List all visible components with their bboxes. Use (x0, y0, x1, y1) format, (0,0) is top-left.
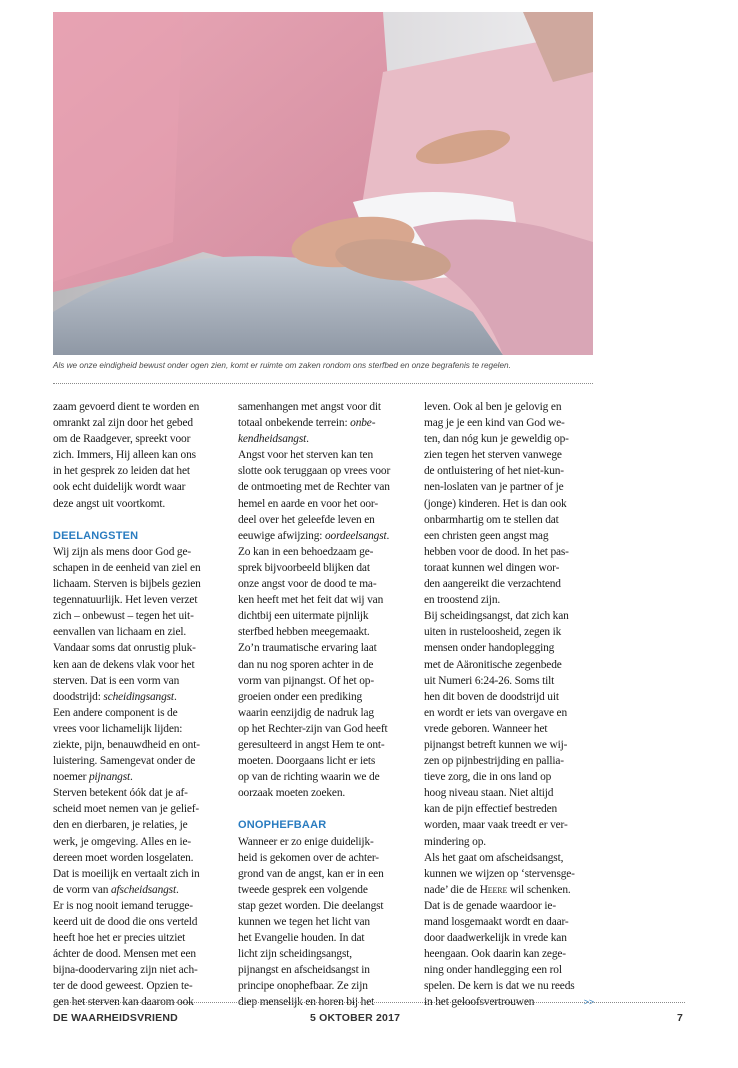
text-line (424, 399, 596, 415)
text-line (238, 560, 410, 576)
text-run: ter de dood geweest. Opzien te- (53, 980, 193, 993)
text-run: lichaam. Sterven is bijbels gezien (53, 578, 201, 591)
text-line (238, 399, 410, 415)
text-line (53, 592, 225, 608)
text-line (53, 850, 225, 866)
text-run: zich. Immers, Hij alleen kan ons (53, 449, 196, 462)
text-run: . (306, 433, 309, 446)
text-line (424, 705, 596, 721)
text-run: uiten in rusteloosheid, zegen ik (424, 626, 562, 639)
text-line (238, 592, 410, 608)
italic-term: kendheidsangst (238, 433, 307, 446)
text-run: . (130, 771, 133, 784)
text-run: ziekte, pijn, benauwdheid en ont- (53, 738, 200, 751)
text-run: principe onophefbaar. Ze zijn (238, 980, 368, 993)
italic-term: afscheidsangst (110, 883, 176, 896)
italic-term: oordeelsangst (324, 529, 387, 542)
text-line (238, 898, 410, 914)
text-line (238, 608, 410, 624)
text-run: vrees voor lichamelijk lijden: (53, 722, 183, 735)
text-line (238, 946, 410, 962)
text-run: op van de richting waarin we de (238, 771, 380, 784)
text-run: zaam gevoerd dient te worden en (53, 401, 200, 413)
text-line (53, 544, 225, 560)
text-run: slotte ook teruggaan op vrees voor (238, 465, 391, 478)
text-line (53, 657, 225, 673)
text-run: waarin eenzijdig de nadruk lag (238, 706, 374, 719)
text-run: het Evangelie houden. In dat (238, 932, 365, 945)
text-run: deze angst uit voortkomt. (53, 497, 166, 510)
text-run: ten, dan nóg kun je geweldig op- (424, 433, 569, 446)
text-line (53, 785, 225, 801)
text-line (424, 721, 596, 737)
text-line (424, 882, 596, 898)
text-run: en wordt er iets van overgave en (424, 706, 568, 719)
text-run: de ontmoeting met de Rechter van (238, 481, 390, 494)
text-line (424, 560, 596, 576)
text-run: kunnen we wijzen op ‘stervensge- (424, 867, 575, 880)
text-run: bijna-doodervaring zijn niet ach- (53, 964, 198, 977)
text-run: worden, maar vaak treedt er ver- (424, 819, 568, 832)
text-line (53, 415, 225, 431)
text-run: leven. Ook al ben je gelovig en (424, 401, 562, 413)
text-line (238, 576, 410, 592)
italic-term: scheidingsangst (103, 690, 174, 703)
paragraph-gap (53, 512, 225, 528)
text-run: ook echt duidelijk wordt waar (53, 481, 186, 494)
text-run: samenhangen met angst voor dit (238, 401, 381, 413)
photo-caption: Als we onze eindigheid bewust onder ogen zien, komt er ruimte om zaken rondom ons sterfbed en onze begrafenis te regelen. (53, 361, 511, 370)
text-line (424, 463, 596, 479)
text-run: zen op pijnbestrijding en pallia- (424, 755, 564, 768)
text-line (53, 463, 225, 479)
text-line (53, 914, 225, 930)
text-line (238, 415, 410, 431)
text-run: mag je je een kind van God we- (424, 417, 565, 430)
article-column-3 (424, 399, 596, 1011)
text-run: Zo’n traumatische ervaring laat (238, 642, 377, 655)
text-line (53, 962, 225, 978)
text-line (238, 624, 410, 640)
text-line (238, 721, 410, 737)
text-run: grond van de angst, kan er in een (238, 867, 384, 880)
text-line (53, 721, 225, 737)
text-line (424, 898, 596, 914)
text-line (424, 737, 596, 753)
text-line (53, 753, 225, 769)
small-caps-term: Heere (479, 883, 508, 896)
italic-term: pijnangst (88, 771, 131, 784)
text-line (238, 769, 410, 785)
text-line (424, 608, 596, 624)
text-line (53, 447, 225, 463)
text-run: Er is nog nooit iemand teruggе- (53, 899, 193, 912)
text-line (238, 785, 410, 801)
text-run: ning onder handlegging een rol (424, 964, 562, 977)
text-line (424, 640, 596, 656)
text-run: de vorm van (53, 883, 111, 896)
text-run: nade’ die de (424, 883, 480, 896)
text-line (53, 673, 225, 689)
text-line (424, 785, 596, 801)
text-run: luistering. Samengevat onder de (53, 755, 196, 768)
text-run: tieve zorg, die in ons land op (424, 771, 552, 784)
section-heading: ONOPHEFBAAR (238, 819, 327, 832)
text-run: scheid moet nemen van je gelief- (53, 803, 200, 816)
footer-date: 5 OKTOBER 2017 (310, 1012, 401, 1024)
text-line (53, 769, 225, 785)
text-run: hoog niveau staan. Niet altijd (424, 787, 554, 800)
text-run: onze angst voor de dood te ma- (238, 578, 377, 591)
text-line (53, 946, 225, 962)
text-run: mensen onder handoplegging (424, 642, 555, 655)
text-run: onbarmhartig om te stellen dat (424, 513, 559, 526)
text-run: ken aan de dekens vlak voor het (53, 658, 195, 671)
text-line (424, 447, 596, 463)
text-run: vrede geboren. Wanneer het (424, 722, 548, 735)
text-run: áchter de dood. Mensen met een (53, 948, 196, 961)
text-run: noemer (53, 771, 89, 784)
text-run: Wanneer er zo enige duidelijk- (238, 835, 374, 848)
text-run: dereen moet worden losgelaten. (53, 851, 194, 864)
text-run: heengaan. Ook daarin kan zege- (424, 948, 566, 961)
text-run: hen dit boven de doodstrijd uit (424, 690, 559, 703)
text-run: Als het gaat om afscheidsangst, (424, 851, 564, 864)
text-run: doodstrijd: (53, 690, 104, 703)
text-line (424, 817, 596, 833)
text-run: omrankt zal zijn door het gebed (53, 417, 193, 430)
text-line (424, 753, 596, 769)
text-run: in het gesprek zo leiden dat het (53, 465, 190, 478)
text-run: stap gezet worden. Die deelangst (238, 899, 384, 912)
text-run: moeten. Doorgaans licht er iets (238, 755, 376, 768)
article-column-1 (53, 399, 225, 1011)
text-line (424, 866, 596, 882)
text-line (53, 496, 225, 512)
text-run: door daadwerkelijk in vrede kan (424, 932, 567, 945)
text-line (424, 657, 596, 673)
text-run: . (173, 690, 177, 703)
footer-divider (53, 1002, 685, 1003)
text-run: gen het sterven kan daarom ook (53, 996, 194, 1009)
italic-term: onbe- (350, 417, 376, 430)
article-column-2 (238, 399, 410, 1011)
text-run: heeft hoe het er precies uitziet (53, 932, 186, 945)
text-run: schapen in de eenheid van ziel en (53, 561, 201, 574)
caption-divider (53, 383, 593, 384)
text-run: Sterven betekent óók dat je af- (53, 787, 188, 800)
text-run: Vandaar soms dat onrustig pluk- (53, 642, 196, 655)
text-run: nen-loslaten van je partner of je (424, 481, 564, 494)
text-line (53, 882, 225, 898)
text-run: deel over het geleefde leven en (238, 513, 375, 526)
text-run: heid is gekomen over de achter- (238, 851, 379, 864)
text-line (53, 399, 225, 415)
text-run: oorzaak moeten zoeken. (238, 787, 346, 800)
text-line (238, 850, 410, 866)
text-line (424, 769, 596, 785)
text-run: de ontluistering of het niet-kun- (424, 465, 564, 478)
text-line (424, 946, 596, 962)
text-line (238, 673, 410, 689)
text-line (238, 431, 410, 447)
text-line (238, 463, 410, 479)
text-line (53, 576, 225, 592)
text-run: Zo kan in een behoedzaam ge- (238, 545, 374, 558)
text-run: om de Raadgever, spreekt voor (53, 433, 191, 446)
section-heading: DEELANGSTEN (53, 529, 139, 542)
text-line (53, 640, 225, 656)
text-run: wil schenken. (507, 883, 571, 896)
text-run: sterfbed hebben meegemaakt. (238, 626, 370, 639)
text-run: een christen geen angst mag (424, 529, 549, 542)
text-line (238, 479, 410, 495)
text-line (238, 978, 410, 994)
article-photo (53, 12, 593, 355)
text-line (53, 801, 225, 817)
text-line (238, 544, 410, 560)
footer-page-number: 7 (677, 1012, 684, 1024)
text-run: diep menselijk en horen bij het (238, 996, 375, 1009)
text-line (424, 576, 596, 592)
text-run: kan de pijn effectief bestreden (424, 803, 558, 816)
text-line (53, 560, 225, 576)
text-line (53, 898, 225, 914)
text-run: uit Numeri 6:24-26. Soms tilt (424, 674, 555, 687)
text-line (238, 528, 410, 544)
text-run: zich – onbewust – tegen het uit- (53, 610, 194, 623)
text-line (424, 689, 596, 705)
text-run: Dat is de genade waardoor ie- (424, 899, 556, 912)
text-run: mand losgemaakt wordt en daar- (424, 916, 569, 928)
text-run: (jonge) kinderen. Het is dan ook (424, 497, 567, 510)
text-line (424, 512, 596, 528)
text-run: tegennatuurlijk. Het leven verzet (53, 594, 198, 607)
text-run: en troostend zijn. (424, 594, 501, 607)
text-run: totaal onbekende terrein: (238, 417, 351, 430)
text-line (238, 737, 410, 753)
continue-arrow: >> (583, 997, 594, 1008)
text-run: ken heeft met het feit dat wij van (238, 594, 384, 607)
text-line (238, 914, 410, 930)
text-run: op het Rechter-zijn van God heeft (238, 722, 388, 735)
text-run: vorm van pijnangst. Of het op- (238, 674, 374, 687)
text-line (238, 866, 410, 882)
text-run: den en dierbaren, je relaties, je (53, 819, 188, 832)
text-run: spelen. De kern is dat we nu reeds (424, 980, 575, 993)
text-line (238, 640, 410, 656)
text-run: groeien onder een prediking (238, 690, 363, 703)
text-line (238, 930, 410, 946)
text-line (424, 592, 596, 608)
text-line (53, 705, 225, 721)
text-line (424, 528, 596, 544)
text-run: hemel en aarde en voor het oor- (238, 497, 378, 510)
text-line (424, 914, 596, 930)
text-run: sterven. Dat is een vorm van (53, 674, 180, 687)
text-line (424, 415, 596, 431)
text-run: Dat is moeilijk en vertaalt zich in (53, 867, 200, 880)
text-run: eeuwige afwijzing: (238, 529, 325, 542)
text-line (53, 479, 225, 495)
text-run: den aangereikt die verzachtend (424, 578, 561, 591)
text-line (53, 689, 225, 705)
text-run: Angst voor het sterven kan ten (238, 449, 374, 462)
text-line (424, 962, 596, 978)
text-line (238, 447, 410, 463)
text-run: Een andere component is de (53, 706, 178, 719)
text-run: met de Aäronitische zegenbede (424, 658, 562, 671)
text-run: . (386, 529, 390, 542)
text-run: licht zijn scheidingsangst, (238, 948, 352, 961)
text-line (53, 624, 225, 640)
text-line (424, 496, 596, 512)
paragraph-gap (238, 801, 410, 817)
text-line (238, 657, 410, 673)
text-line (238, 705, 410, 721)
text-line (424, 673, 596, 689)
text-line (238, 512, 410, 528)
text-line (424, 544, 596, 560)
text-line (424, 624, 596, 640)
text-run: toraat kunnen wel dingen wor- (424, 561, 560, 574)
text-run: hebben voor de dood. In het pas- (424, 545, 569, 558)
text-run: eenvallen van lichaam en ziel. (53, 626, 187, 639)
text-run: keerd uit de dood die ons verteld (53, 916, 198, 928)
text-line (424, 978, 596, 994)
text-line (53, 817, 225, 833)
text-run: . (175, 883, 179, 896)
text-line (238, 834, 410, 850)
text-line (424, 479, 596, 495)
text-run: kunnen we tegen het licht van (238, 916, 370, 928)
photo-illustration (53, 12, 593, 355)
text-run: werk, je omgeving. Alles en ie- (53, 835, 192, 848)
text-line (238, 496, 410, 512)
text-line (53, 866, 225, 882)
text-run: in het geloofsvertrouwen (424, 996, 535, 1009)
footer-magazine-name: DE WAARHEIDSVRIEND (53, 1012, 178, 1024)
text-line (238, 689, 410, 705)
text-line (424, 930, 596, 946)
text-line (53, 978, 225, 994)
text-line (238, 882, 410, 898)
text-line (424, 850, 596, 866)
text-run: Wij zijn als mens door God ge- (53, 545, 192, 558)
text-run: mindering op. (424, 835, 486, 848)
text-run: geresulteerd in angst Hem te ont- (238, 738, 385, 751)
text-line (424, 834, 596, 850)
text-run: pijnangst en afscheidsangst in (238, 964, 370, 977)
text-line (53, 834, 225, 850)
text-line (424, 431, 596, 447)
text-run: Bij scheidingsangst, dat zich kan (424, 610, 569, 623)
text-run: pijnangst betreft kunnen we wij- (424, 738, 568, 751)
text-line (238, 962, 410, 978)
text-run: dichtbij een uitermate pijnlijk (238, 610, 369, 623)
text-line (238, 753, 410, 769)
text-run: sprek bijvoorbeeld blijken dat (238, 561, 370, 574)
text-line (53, 608, 225, 624)
text-run: dan nu nog sporen achter in de (238, 658, 374, 671)
text-run: tweede gesprek een volgende (238, 883, 368, 896)
text-line (424, 801, 596, 817)
text-run: zien tegen het sterven vanwege (424, 449, 562, 462)
text-line (53, 431, 225, 447)
text-line (53, 737, 225, 753)
text-line (53, 930, 225, 946)
